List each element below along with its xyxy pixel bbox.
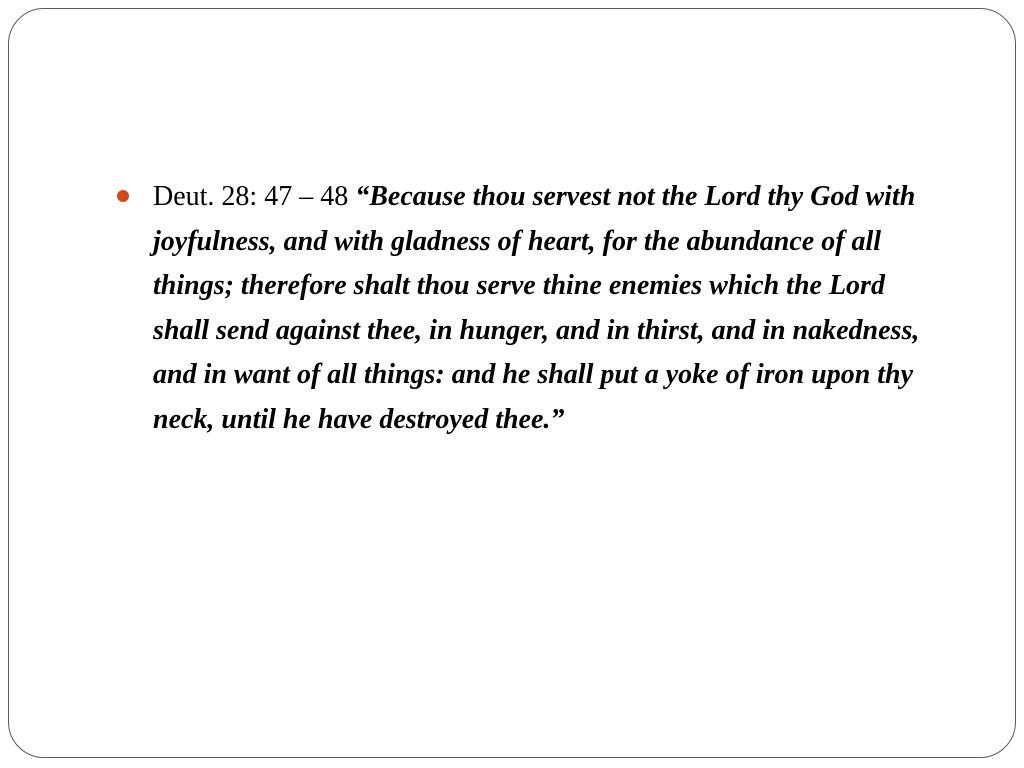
- scripture-quote: “Because thou servest not the Lord thy God with joyfulness, and with gladness of heart, for the abundance of all things; therefore shalt thou serve thine enemies which the Lord shall send against thee, in hunger, and in thirst, and in nakedness, and in want of all things: and he shall put a yoke of iron upon thy neck, until he have destroyed thee.”: [153, 181, 920, 435]
- scripture-reference: Deut. 28: 47 – 48: [153, 181, 356, 212]
- bullet-dot-icon: [117, 190, 129, 202]
- bullet-list: [117, 175, 947, 442]
- slide: [8, 8, 1016, 758]
- bullet-item: [117, 175, 947, 442]
